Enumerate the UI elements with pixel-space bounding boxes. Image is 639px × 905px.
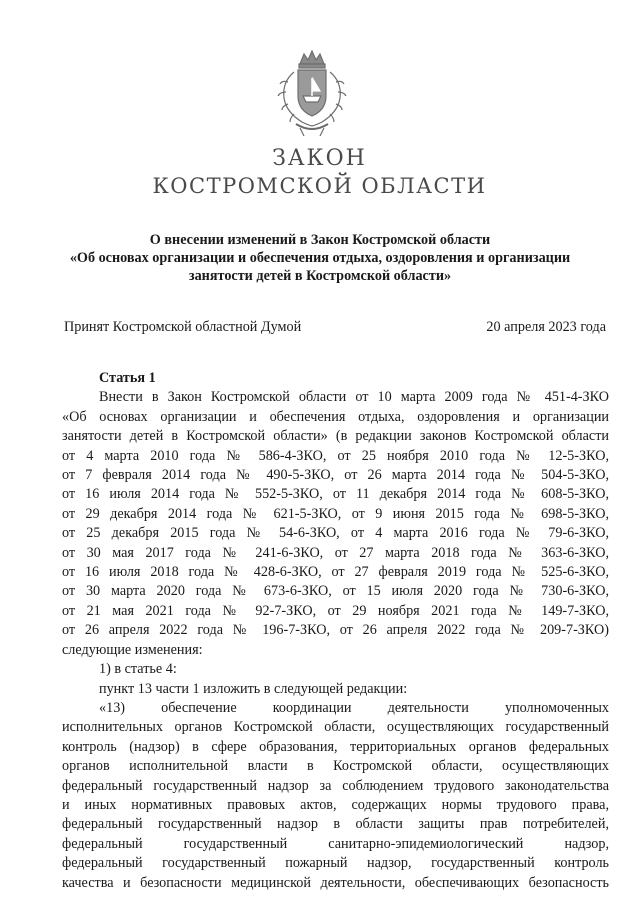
text-line: занятости детей в Костромской области» (в редакции законов Костромской области: [62, 428, 609, 445]
text-line: федеральный государственный надзор в области защиты прав потребителей,: [62, 816, 609, 833]
article-heading: Статья 1: [99, 370, 156, 386]
text-line: качества и безопасности медицинской деятельности, обеспечивающих безопасность: [62, 874, 609, 891]
coat-of-arms-icon: [270, 48, 354, 138]
text-line: «13) обеспечение координации деятельности уполномоченных: [99, 699, 609, 716]
text-line: и иных нормативных правовых актов, содержащих нормы трудового права,: [62, 796, 609, 813]
adoption-date: 20 апреля 2023 года: [486, 319, 606, 335]
text-line: контроль (надзор) в сфере образования, территориальных органов федеральных: [62, 738, 609, 755]
adopting-body: Принят Костромской областной Думой: [64, 319, 302, 335]
text-line: пункт 13 части 1 изложить в следующей редакции:: [99, 680, 408, 697]
text-line: 1) в статье 4:: [99, 661, 177, 678]
text-line: от 29 декабря 2014 года № 621-5-ЗКО, от 9 июня 2015 года № 698-5-ЗКО,: [62, 505, 609, 522]
text-line: от 7 февраля 2014 года № 490-5-ЗКО, от 26 марта 2014 года № 504-5-ЗКО,: [62, 467, 609, 484]
text-line: от 30 марта 2020 года № 673-6-ЗКО, от 15 июля 2020 года № 730-6-ЗКО,: [62, 583, 609, 600]
text-line: от 16 июля 2014 года № 552-5-ЗКО, от 11 декабря 2014 года № 608-5-ЗКО,: [62, 486, 609, 503]
law-title-line: О внесении изменений в Закон Костромской области: [149, 232, 491, 248]
text-line: федеральный государственный надзор за соблюдением трудового законодательства: [62, 777, 609, 794]
text-line: от 16 июля 2018 года № 428-6-ЗКО, от 27 февраля 2019 года № 525-6-ЗКО,: [62, 564, 609, 581]
law-title: [40, 231, 600, 285]
text-line: следующие изменения:: [62, 641, 203, 658]
text-line: от 4 марта 2010 года № 586-4-ЗКО, от 25 ноября 2010 года № 12-5-ЗКО,: [62, 447, 609, 464]
text-line: от 30 мая 2017 года № 241-6-ЗКО, от 27 марта 2018 года № 363-6-ЗКО,: [62, 544, 609, 561]
article-body: [62, 369, 609, 893]
text-line: от 21 мая 2021 года № 92-7-ЗКО, от 29 ноября 2021 года № 149-7-ЗКО,: [62, 602, 609, 619]
law-title-line: «Об основах организации и обеспечения отдыха, оздоровления и организации: [69, 250, 571, 266]
text-line: от 26 апреля 2022 года № 196-7-ЗКО, от 26 апреля 2022 года № 209-7-ЗКО): [62, 622, 609, 639]
law-title-line: занятости детей в Костромской области»: [188, 268, 452, 284]
document-region: КОСТРОМСКОЙ ОБЛАСТИ: [152, 174, 487, 198]
document-type: ЗАКОН: [272, 146, 367, 171]
text-line: федеральный государственный пожарный надзор, государственный контроль: [62, 855, 609, 872]
text-line: Внести в Закон Костромской области от 10 марта 2009 года № 451-4-ЗКО: [99, 389, 609, 406]
text-line: от 25 декабря 2015 года № 54-6-ЗКО, от 4 марта 2016 года № 79-6-ЗКО,: [62, 525, 609, 542]
text-line: органов исполнительной власти в Костромской области, осуществляющих: [62, 758, 609, 775]
text-line: исполнительных органов Костромской области, осуществляющих государственный: [62, 719, 609, 736]
text-line: федеральный государственный санитарно-эпидемиологический надзор,: [62, 835, 609, 852]
text-line: «Об основах организации и обеспечения отдыха, оздоровления и организации: [62, 408, 609, 425]
